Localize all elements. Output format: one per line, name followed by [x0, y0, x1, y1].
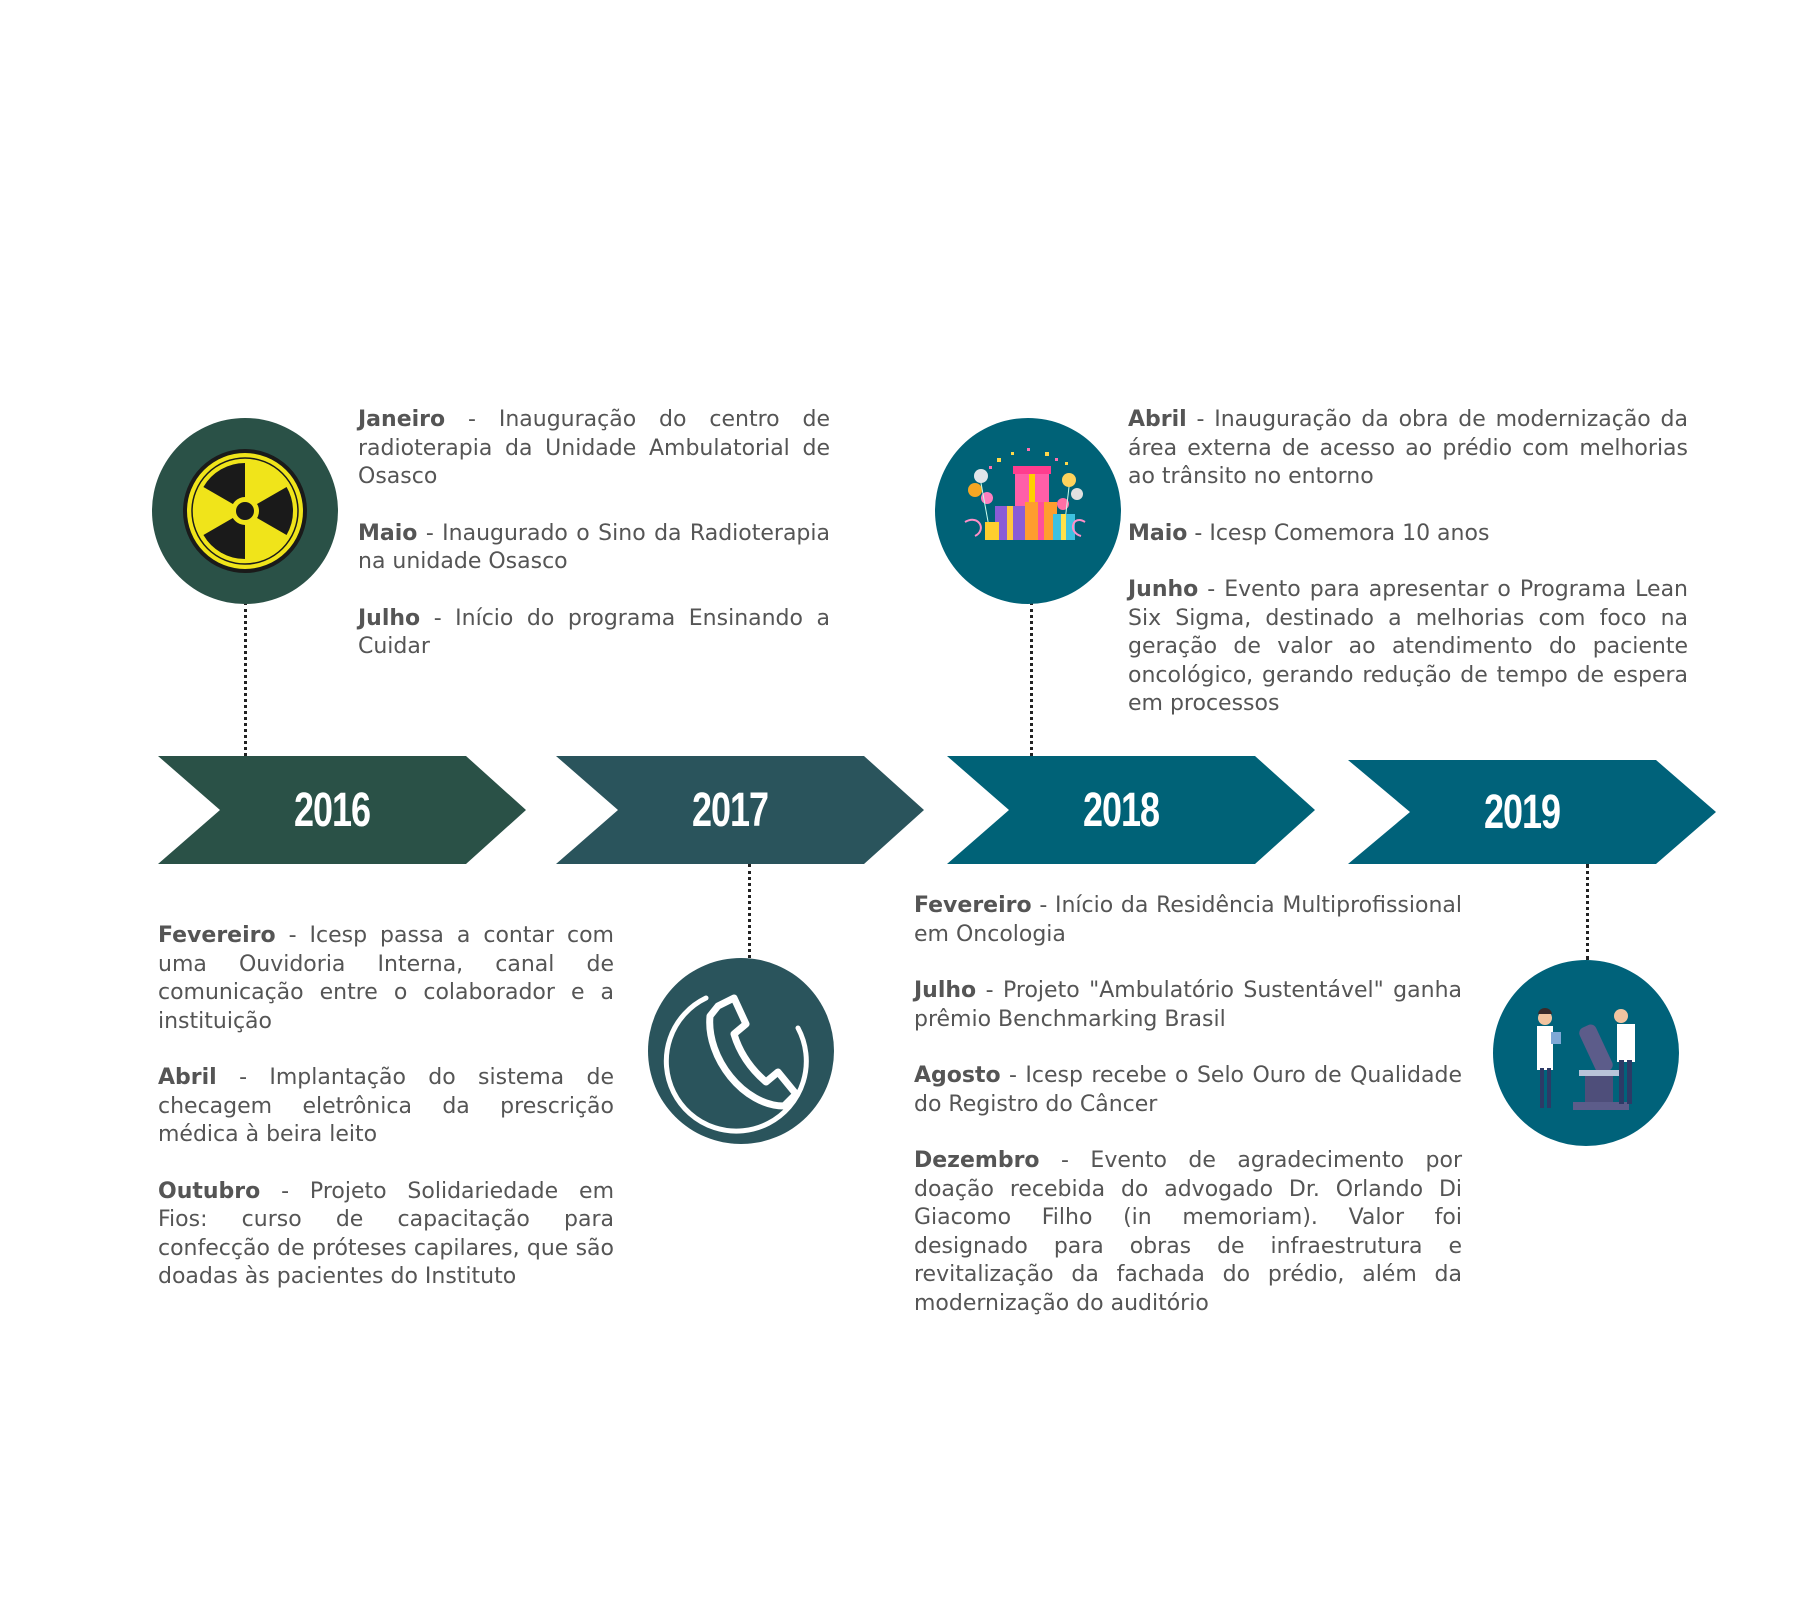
year-arrow-2018 — [947, 756, 1315, 864]
year-arrow-2016 — [158, 756, 526, 864]
event-2019-julho: Julho - Projeto "Ambulatório Sustentável" ganha prêmio Benchmarking Brasil — [914, 978, 1462, 1032]
year-label-2016: 2016 — [293, 781, 371, 837]
event-2019-dezembro: Dezembro - Evento de agradecimento por doação recebida do advogado Dr. Orlando Di Giacomo Filho (in memoriam). Valor foi designado para obras de infraestrutura e revitalização da fachada do prédio, além da modernização do auditório — [914, 1148, 1462, 1316]
connector-2017 — [748, 864, 751, 958]
year-arrow-2017 — [556, 756, 924, 864]
events-2016 — [358, 406, 830, 690]
event-2016-janeiro: Janeiro - Inauguração do centro de radioterapia da Unidade Ambulatorial de Osasco — [358, 407, 830, 489]
year-label-2019: 2019 — [1483, 783, 1561, 839]
events-2017 — [158, 922, 614, 1320]
event-2019-fevereiro: Fevereiro - Início da Residência Multiprofissional em Oncologia — [914, 893, 1462, 947]
connector-2018 — [1030, 602, 1033, 756]
event-2016-maio: Maio - Inaugurado o Sino da Radioterapia na unidade Osasco — [358, 520, 830, 574]
radiation-icon — [152, 418, 338, 604]
gifts-icon — [935, 418, 1121, 604]
event-2017-abril: Abril - Implantação do sistema de checagem eletrônica da prescrição médica à beira leito — [158, 1065, 614, 1147]
events-2018 — [1128, 406, 1688, 747]
event-2017-fevereiro: Fevereiro - Icesp passa a contar com uma Ouvidoria Interna, canal de comunicação entre o colaborador e a instituição — [158, 923, 614, 1034]
phone-icon — [648, 958, 834, 1144]
event-2018-abril: Abril - Inauguração da obra de modernização da área externa de acesso ao prédio com melhorias ao trânsito no entorno — [1128, 407, 1688, 489]
events-2019 — [914, 892, 1462, 1346]
laboratory-icon — [1493, 960, 1679, 1146]
event-2019-agosto: Agosto - Icesp recebe o Selo Ouro de Qualidade do Registro do Câncer — [914, 1063, 1462, 1117]
event-2018-junho: Junho - Evento para apresentar o Programa Lean Six Sigma, destinado a melhorias com foco na geração de valor ao atendimento do paciente oncológico, gerando redução de tempo de espera em processos — [1128, 577, 1688, 716]
connector-2019 — [1586, 864, 1589, 960]
year-label-2018: 2018 — [1082, 781, 1160, 837]
year-label-2017: 2017 — [691, 781, 769, 837]
event-2017-outubro: Outubro - Projeto Solidariedade em Fios: curso de capacitação para confecção de próteses capilares, que são doadas às pacientes do Instituto — [158, 1178, 614, 1289]
event-2018-maio: Maio - Icesp Comemora 10 anos — [1128, 520, 1490, 546]
connector-2016 — [244, 602, 247, 756]
year-arrow-2019 — [1348, 760, 1716, 864]
event-2016-julho: Julho - Início do programa Ensinando a Cuidar — [358, 605, 830, 659]
